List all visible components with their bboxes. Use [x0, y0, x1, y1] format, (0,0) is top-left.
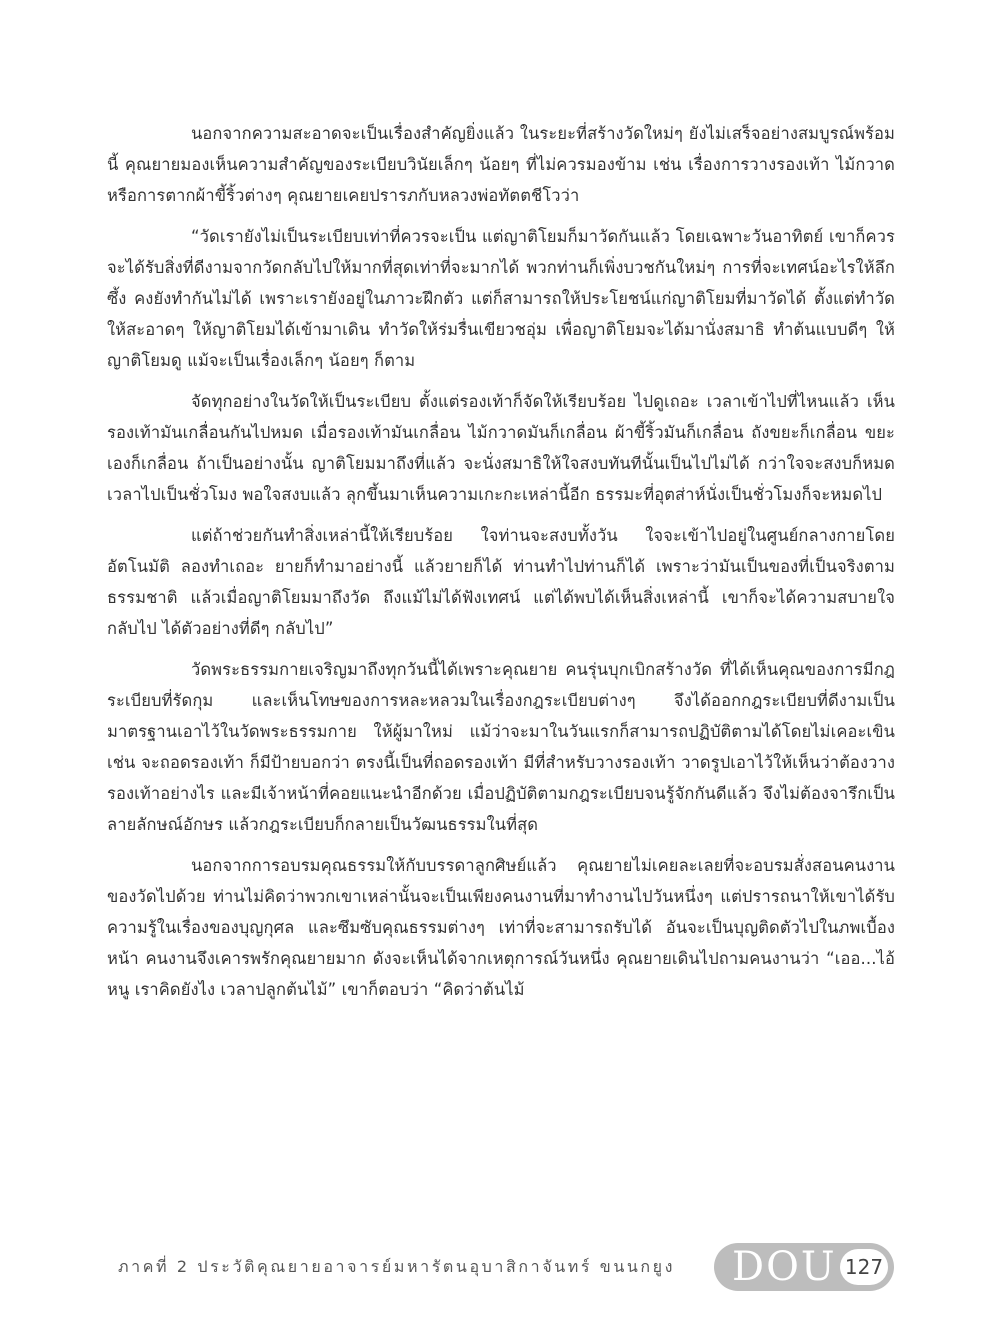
- paragraph: “วัดเรายังไม่เป็นระเบียบเท่าที่ควรจะเป็น แต่ญาติโยมก็มาวัดกันแล้ว โดยเฉพาะวันอาทิตย์ เขาก็ควรจะได้รับสิ่งที่ดีงามจากวัดกลับไปให้มากที่สุดเท่าที่จะมากได้ พวกท่านก็เพิ่งบวชกันใหม่ๆ การที่จะเทศน์อะไรให้ลึกซึ้ง คงยังทำกันไม่ได้ เพราะเรายังอยู่ในภาวะฝึกตัว แต่ก็สามารถให้ประโยชน์แก่ญาติโยมที่มาวัดได้ ตั้งแต่ทำวัดให้สะอาดๆ ให้ญาติโยมได้เข้ามาเดิน ทำวัดให้ร่มรื่นเขียวชอุ่ม เพื่อญาติโยมจะได้มานั่งสมาธิ ทำต้นแบบดีๆ ให้ญาติโยมดู แม้จะเป็นเรื่องเล็กๆ น้อยๆ ก็ตาม: [107, 227, 895, 370]
- paragraph: นอกจากความสะอาดจะเป็นเรื่องสำคัญยิ่งแล้ว ในระยะที่สร้างวัดใหม่ๆ ยังไม่เสร็จอย่างสมบูรณ์พร้อมนี้ คุณยายมองเห็นความสำคัญของระเบียบวินัยเล็กๆ น้อยๆ ที่ไม่ควรมองข้าม เช่น เรื่องการวางรองเท้า ไม้กวาด หรือการตากผ้าขี้ริ้วต่างๆ คุณยายเคยปรารภกับหลวงพ่อทัตตชีโวว่า: [107, 124, 895, 205]
- dou-logo: DOU: [732, 1244, 837, 1290]
- running-title: ภาคที่ 2 ประวัติคุณยายอาจารย์มหารัตนอุบาสิกาจันทร์ ขนนกยูง: [118, 1257, 676, 1276]
- page-number: 127: [840, 1249, 888, 1285]
- paragraph: วัดพระธรรมกายเจริญมาถึงทุกวันนี้ได้เพราะคุณยาย คนรุ่นบุกเบิกสร้างวัด ที่ได้เห็นคุณของการมีกฎระเบียบที่รัดกุม และเห็นโทษของการหละหลวมในเรื่องกฎระเบียบต่างๆ จึงได้ออกกฎระเบียบที่ดีงามเป็นมาตรฐานเอาไว้ในวัดพระธรรมกาย ให้ผู้มาใหม่ แม้ว่าจะมาในวันแรกก็สามารถปฏิบัติตามได้โดยไม่เคอะเขิน เช่น จะถอดรองเท้า ก็มีป้ายบอกว่า ตรงนี้เป็นที่ถอดรองเท้า มีที่สำหรับวางรองเท้า วาดรูปเอาไว้ให้เห็นว่าต้องวางรองเท้าอย่างไร และมีเจ้าหน้าที่คอยแนะนำอีกด้วย เมื่อปฏิบัติตามกฎระเบียบจนรู้จักกันดีแล้ว จึงไม่ต้องจารึกเป็นลายลักษณ์อักษร แล้วกฎระเบียบก็กลายเป็นวัฒนธรรมในที่สุด: [107, 660, 895, 834]
- page-footer: [118, 1243, 894, 1291]
- paragraph: นอกจากการอบรมคุณธรรมให้กับบรรดาลูกศิษย์แล้ว คุณยายไม่เคยละเลยที่จะอบรมสั่งสอนคนงานของวัดไปด้วย ท่านไม่คิดว่าพวกเขาเหล่านั้นจะเป็นเพียงคนงานที่มาทำงานไปวันหนึ่งๆ แต่ปรารถนาให้เขาได้รับความรู้ในเรื่องของบุญกุศล และซึมซับคุณธรรมต่างๆ เท่าที่จะสามารถรับได้ อันจะเป็นบุญติดตัวไปในภพเบื้องหน้า คนงานจึงเคารพรักคุณยายมาก ดังจะเห็นได้จากเหตุการณ์วันหนึ่ง คุณยายเดินไปถามคนงานว่า “เออ...ไอ้หนู เราคิดยังไง เวลาปลูกต้นไม้” เขาก็ตอบว่า “คิดว่าต้นไม้: [107, 856, 895, 999]
- page-badge: [714, 1243, 894, 1291]
- paragraph: แต่ถ้าช่วยกันทำสิ่งเหล่านี้ให้เรียบร้อย ใจท่านจะสงบทั้งวัน ใจจะเข้าไปอยู่ในศูนย์กลางกายโดยอัตโนมัติ ลองทำเถอะ ยายก็ทำมาอย่างนี้ แล้วยายก็ได้ ท่านทำไปท่านก็ได้ เพราะว่ามันเป็นของที่เป็นจริงตามธรรมชาติ แล้วเมื่อญาติโยมมาถึงวัด ถึงแม้ไม่ได้ฟังเทศน์ แต่ได้พบได้เห็นสิ่งเหล่านี้ เขาก็จะได้ความสบายใจกลับไป ได้ตัวอย่างที่ดีๆ กลับไป”: [107, 526, 895, 638]
- paragraph: จัดทุกอย่างในวัดให้เป็นระเบียบ ตั้งแต่รองเท้าก็จัดให้เรียบร้อย ไปดูเถอะ เวลาเข้าไปที่ไหนแล้ว เห็นรองเท้ามันเกลื่อนกันไปหมด เมื่อรองเท้ามันเกลื่อน ไม้กวาดมันก็เกลื่อน ผ้าขี้ริ้วมันก็เกลื่อน ถังขยะก็เกลื่อน ขยะเองก็เกลื่อน ถ้าเป็นอย่างนั้น ญาติโยมมาถึงที่แล้ว จะนั่งสมาธิให้ใจสงบทันทีนั้นเป็นไปไม่ได้ กว่าใจจะสงบก็หมดเวลาไปเป็นชั่วโมง พอใจสงบแล้ว ลุกขึ้นมาเห็นความเกะกะเหล่านี้อีก ธรรมะที่อุตส่าห์นั่งเป็นชั่วโมงก็จะหมดไป: [107, 392, 895, 504]
- page-body: [107, 118, 895, 1015]
